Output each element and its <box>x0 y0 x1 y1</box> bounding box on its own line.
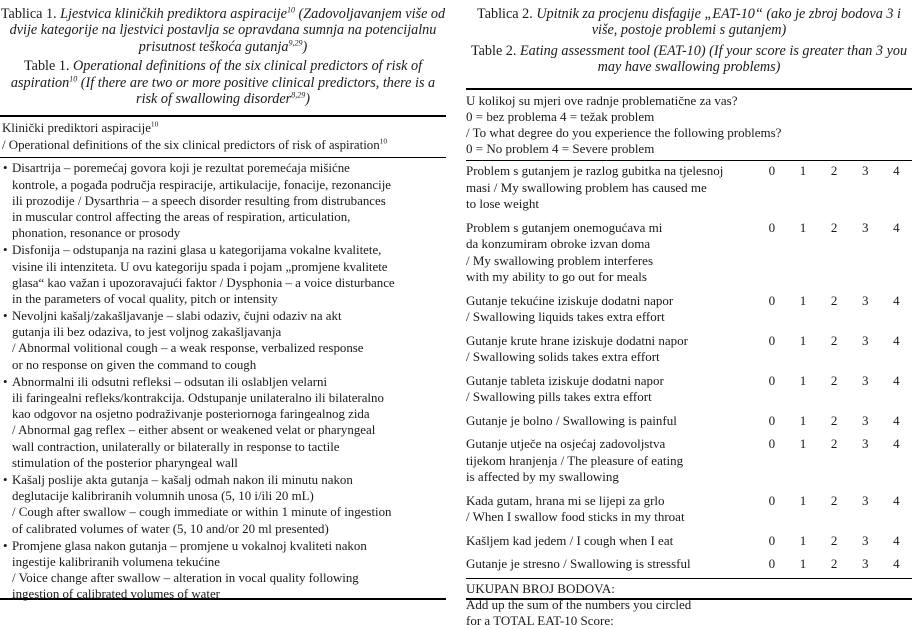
score-option-2[interactable]: 2 <box>830 292 838 308</box>
eat-10-question <box>466 371 756 411</box>
predictor-text-line: Kašalj poslije akta gutanja – kašalj odmah nakon ili minutu nakon <box>12 473 353 488</box>
score-option-2[interactable]: 2 <box>830 372 838 388</box>
score-option-2[interactable]: 2 <box>830 436 838 452</box>
predictor-list <box>0 158 446 602</box>
score-option-4[interactable]: 4 <box>893 412 900 428</box>
score-option-3[interactable]: 3 <box>861 412 869 428</box>
predictor-text-line: in the parameters of vocal quality, pitch or intensity <box>12 291 278 306</box>
eat-10-question <box>466 218 756 291</box>
question-line: / When I swallow food sticks in my throat <box>466 509 685 525</box>
score-option-1[interactable]: 1 <box>799 292 807 308</box>
score-option-1[interactable]: 1 <box>799 532 807 548</box>
bullet-icon: • <box>3 539 8 554</box>
question-line: with my ability to go out for meals <box>466 269 647 285</box>
eat-10-items <box>466 161 912 578</box>
score-option-3[interactable]: 3 <box>861 492 869 508</box>
score-option-3[interactable]: 3 <box>861 556 869 572</box>
eat-10-row <box>466 331 912 371</box>
total-line: for a TOTAL EAT-10 Score: <box>466 612 614 628</box>
predictor-text-line: Disfonija – odstupanja na razini glasa u kategorijama vokalne kvalitete, <box>12 243 382 258</box>
question-line: tijekom hranjenja / The pleasure of eating <box>466 452 684 468</box>
score-option-1[interactable]: 1 <box>799 492 807 508</box>
predictor-text-line: kao odgovor na osjetno podraživanje posteriornoga faringealnog zida <box>12 407 370 422</box>
score-option-3[interactable]: 3 <box>861 372 869 388</box>
score-option-0[interactable]: 0 <box>768 372 776 388</box>
question-line: Gutanje krute hrane iziskuje dodatni napor <box>466 332 689 348</box>
total-line: UKUPAN BROJ BODOVA: <box>466 580 615 596</box>
score-option-1[interactable]: 1 <box>799 436 807 452</box>
predictor-text-line: Abnormalni ili odsutni refleksi – odsutan ili oslabljen velarni <box>12 375 328 390</box>
score-option-4[interactable]: 4 <box>893 332 900 348</box>
score-option-2[interactable]: 2 <box>830 219 838 235</box>
question-line: Gutanje tekućine iziskuje dodatni napor <box>466 292 674 308</box>
score-option-1[interactable]: 1 <box>799 163 807 179</box>
eat-10-question <box>466 554 756 578</box>
question-line: Problem s gutanjem je razlog gubitka na tjelesnoj <box>466 163 724 179</box>
predictor-item <box>0 374 446 471</box>
score-option-4[interactable]: 4 <box>893 372 900 388</box>
predictor-text-line: / Cough after swallow – cough immediate or within 1 minute of ingestion <box>12 505 392 520</box>
score-option-4[interactable]: 4 <box>893 163 900 179</box>
predictor-text-line: visine ili intenziteta. U ovu kategoriju spada i pojam „promjene kvalitete <box>12 259 388 274</box>
score-option-4[interactable]: 4 <box>893 492 900 508</box>
score-option-3[interactable]: 3 <box>861 436 869 452</box>
predictor-item <box>0 538 446 602</box>
score-option-3[interactable]: 3 <box>861 292 869 308</box>
predictor-text-line: Disartrija – poremećaj govora koji je rezultat poremećaja mišićne <box>12 161 350 176</box>
bullet-icon: • <box>3 375 8 390</box>
score-option-0[interactable]: 0 <box>768 492 776 508</box>
score-option-1[interactable]: 1 <box>799 372 807 388</box>
question-line: Gutanje je stresno / Swallowing is stressful <box>466 556 691 572</box>
predictor-item <box>0 242 446 306</box>
predictor-text-line: ili prozodije / Dysarthria – a speech disorder resulting from distrubances <box>12 193 386 208</box>
question-line: Gutanje utječe na osjećaj zadovoljstva <box>466 436 666 452</box>
question-line: Kašljem kad jedem / I cough when I eat <box>466 532 674 548</box>
score-option-3[interactable]: 3 <box>861 532 869 548</box>
eat-10-row <box>466 218 912 291</box>
predictor-text-line: / Abnormal gag reflex – either absent or weakened velat or pharyngeal <box>12 423 376 438</box>
table-2-bottom-rule <box>466 598 912 600</box>
question-line: is affected by my swallowing <box>466 469 619 485</box>
predictor-text-line: / Voice change after swallow – alteration in vocal quality following <box>12 571 359 586</box>
eat-10-row <box>466 434 912 491</box>
question-line: Kada gutam, hrana mi se lijepi za grlo <box>466 492 665 508</box>
eat-10-question <box>466 531 756 555</box>
eat-10-row <box>466 371 912 411</box>
eat-10-question <box>466 411 756 435</box>
score-option-4[interactable]: 4 <box>893 532 900 548</box>
table-2 <box>466 0 912 629</box>
bullet-icon: • <box>3 161 8 176</box>
score-option-1[interactable]: 1 <box>799 219 807 235</box>
score-option-3[interactable]: 3 <box>861 163 869 179</box>
eat-10-row <box>466 161 912 218</box>
predictor-item <box>0 308 446 372</box>
predictor-item <box>0 472 446 536</box>
table-1-header: Klinički prediktori aspiracije$^{10}$ / Operational definitions of the six clinical predictors of risk of aspiration$^{10}$ <box>2 120 388 152</box>
question-line: da konzumiram obroke izvan doma <box>466 236 651 252</box>
eat-10-row <box>466 291 912 331</box>
table-1-caption-en: Table 1. Operational definitions of the six clinical predictors of risk of aspiration$^{10}$ (If there are two or more positive clinical predictors, there is a risk of swallowing disorder$^{8,29}$) <box>10 58 436 108</box>
predictor-text-line: / Abnormal volitional cough – a weak response, verbalized response <box>12 341 364 356</box>
score-option-2[interactable]: 2 <box>830 556 838 572</box>
predictor-text-line: deglutacije kalibriranih volumnih unosa (5, 10 i/ili 20 mL) <box>12 489 314 504</box>
score-option-0[interactable]: 0 <box>768 163 776 179</box>
question-line: Gutanje tableta iziskuje dodatni napor <box>466 372 664 388</box>
predictor-text-line: in muscular control affecting the areas of respiration, articulation, <box>12 209 351 224</box>
predictor-text-line: Nevoljni kašalj/zakašljavanje – slabi odaziv, čujni odaziv na akt <box>12 309 342 324</box>
eat-10-row <box>466 531 912 555</box>
eat-10-question <box>466 291 756 331</box>
table-2-caption-en: Table 2. Eating assessment tool (EAT-10) (If your score is greater than 3 you may have swallowing problems) <box>470 42 908 76</box>
predictor-text-line: ili faringealni refleks/kontrakcija. Odstupanje unilateralno ili bilateralno <box>12 391 384 406</box>
question-line: Problem s gutanjem onemogućava mi <box>466 219 663 235</box>
score-option-3[interactable]: 3 <box>861 332 869 348</box>
table-1-bottom-rule <box>0 598 446 600</box>
total-line: Add up the sum of the numbers you circled <box>466 596 692 612</box>
table-2-caption-hr: Tablica 2. Upitnik za procjenu disfagije „EAT-10“ (ako je zbroj bodova 3 i više, postoje problemi s gutanjem) <box>477 6 901 39</box>
score-option-1[interactable]: 1 <box>799 332 807 348</box>
predictor-text-line: ingestion of calibrated volumes of water <box>12 587 220 602</box>
score-option-4[interactable]: 4 <box>893 436 900 452</box>
score-option-1[interactable]: 1 <box>799 556 807 572</box>
bullet-icon: • <box>3 243 8 258</box>
score-option-2[interactable]: 2 <box>830 412 838 428</box>
score-option-4[interactable]: 4 <box>893 556 900 572</box>
instruction-line: 0 = No problem 4 = Severe problem <box>466 141 655 157</box>
predictor-text-line: wall contraction, unilaterally or bilaterally in response to tactile <box>12 439 340 454</box>
score-option-4[interactable]: 4 <box>893 219 900 235</box>
score-option-1[interactable]: 1 <box>799 412 807 428</box>
eat-10-question <box>466 161 756 218</box>
question-line: Gutanje je bolno / Swallowing is painful <box>466 412 677 428</box>
table-1 <box>0 0 446 604</box>
score-option-2[interactable]: 2 <box>830 332 838 348</box>
eat-10-question <box>466 491 756 531</box>
score-option-0[interactable]: 0 <box>768 556 776 572</box>
score-option-0[interactable]: 0 <box>768 436 776 452</box>
predictor-text-line: ingestije kalibriranih volumena tekućine <box>12 555 220 570</box>
score-option-0[interactable]: 0 <box>768 532 776 548</box>
score-option-2[interactable]: 2 <box>830 163 838 179</box>
score-option-3[interactable]: 3 <box>861 219 869 235</box>
score-option-2[interactable]: 2 <box>830 532 838 548</box>
score-option-0[interactable]: 0 <box>768 219 776 235</box>
score-option-0[interactable]: 0 <box>768 292 776 308</box>
eat-10-instructions <box>466 90 912 161</box>
eat-10-row <box>466 554 912 578</box>
predictor-text-line: phonation, resonance or prosody <box>12 225 181 240</box>
predictor-text-line: stimulation of the posterior pharyngeal wall <box>12 455 238 470</box>
question-line: masi / My swallowing problem has caused me <box>466 179 707 195</box>
question-line: / My swallowing problem interferes <box>466 252 654 268</box>
eat-10-row <box>466 411 912 435</box>
question-line: / Swallowing liquids takes extra effort <box>466 309 665 325</box>
predictor-text-line: of calibrated volumes of water (5, 10 and/or 20 ml presented) <box>12 521 329 536</box>
score-option-2[interactable]: 2 <box>830 492 838 508</box>
eat-10-total-score <box>466 579 912 629</box>
predictor-text-line: gutanja ili bez odaziva, to jest voljnog zakašljavanja <box>12 325 282 340</box>
instruction-line: U kolikoj su mjeri ove radnje problematične za vas? <box>466 92 738 108</box>
eat-10-question <box>466 434 756 491</box>
score-option-4[interactable]: 4 <box>893 292 900 308</box>
question-line: / Swallowing pills takes extra effort <box>466 389 652 405</box>
bullet-icon: • <box>3 309 8 324</box>
eat-10-row <box>466 491 912 531</box>
score-option-0[interactable]: 0 <box>768 332 776 348</box>
instruction-line: 0 = bez problema 4 = težak problem <box>466 108 655 124</box>
predictor-text-line: kontrole, a pogađa područja respiracije, artikulacije, fonacije, rezonancije <box>12 177 392 192</box>
predictor-text-line: Promjene glasa nakon gutanja – promjene u vokalnoj kvaliteti nakon <box>12 539 367 554</box>
instruction-line: / To what degree do you experience the following problems? <box>466 125 782 141</box>
table-1-caption-hr: Tablica 1. Ljestvica kliničkih prediktora aspiracije$^{10}$ (Zadovoljavanjem više od dvije kategorije na ljestvici postavlja se opravdana sumnja na potencijalnu prisutnost teškoća gutanja$^{9,29}$) <box>0 5 446 55</box>
eat-10-question <box>466 331 756 371</box>
question-line: to lose weight <box>466 196 539 212</box>
predictor-text-line: or no response on given the command to cough <box>12 357 257 372</box>
predictor-text-line: glasa“ kao važan i upozoravajući faktor / Dysphonia – a voice disturbance <box>12 275 395 290</box>
score-option-0[interactable]: 0 <box>768 412 776 428</box>
bullet-icon: • <box>3 473 8 488</box>
question-line: / Swallowing solids takes extra effort <box>466 349 660 365</box>
predictor-item <box>0 160 446 240</box>
